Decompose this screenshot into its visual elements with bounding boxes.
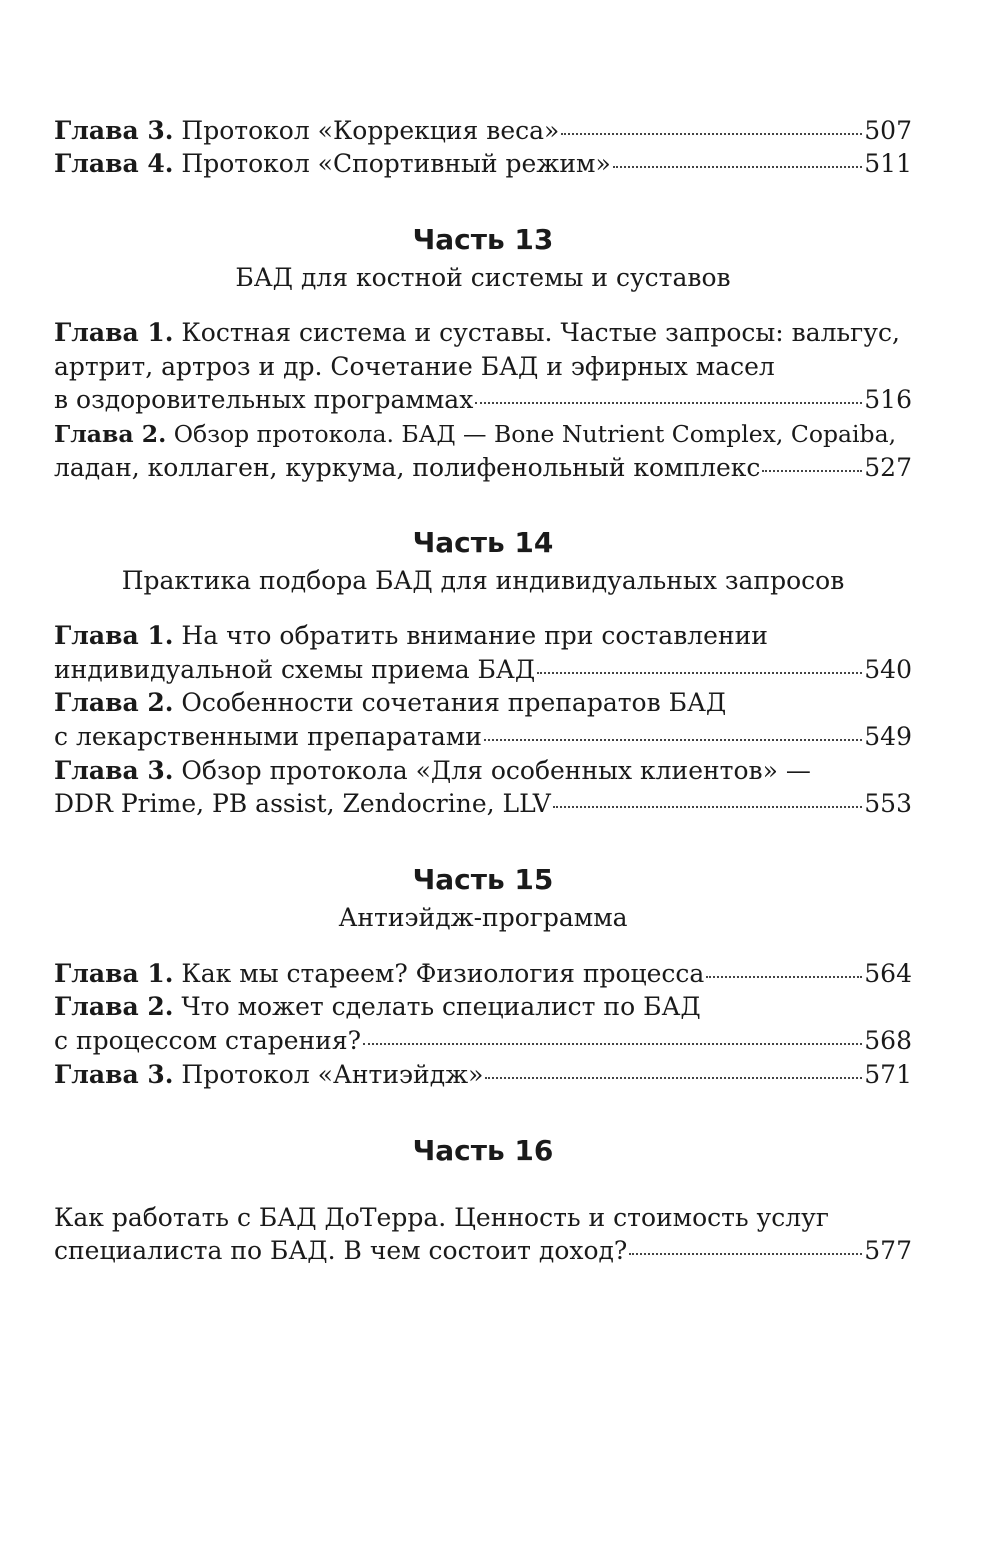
toc-entry-line[interactable] <box>54 417 912 451</box>
chapter-label: Глава 1. <box>54 318 174 347</box>
page-number: 553 <box>864 789 912 818</box>
chapter-title-continued: специалиста по БАД. В чем состоит доход? <box>54 1236 628 1265</box>
page-number: 511 <box>864 149 912 178</box>
toc-entry[interactable] <box>54 114 912 148</box>
page-number: 568 <box>864 1026 912 1055</box>
chapter-title: Обзор протокола. БАД — Bone Nutrient Complex, Copaiba, <box>173 420 897 448</box>
dot-leader <box>561 133 862 135</box>
toc-entry-line <box>54 383 912 417</box>
chapter-title: На что обратить внимание при составлении <box>181 621 768 650</box>
page-number: 527 <box>864 453 912 482</box>
chapter-title-continued: DDR Prime, PB assist, Zendocrine, LLV <box>54 789 551 818</box>
chapter-label: Глава 4. <box>54 149 174 178</box>
dot-leader <box>537 672 862 674</box>
toc-entry[interactable] <box>54 147 912 181</box>
toc-entry-line <box>54 787 912 821</box>
toc-entry-line[interactable] <box>54 619 912 653</box>
dot-leader <box>553 806 862 808</box>
chapter-title-continued: артрит, артроз и др. Сочетание БАД и эфирных масел <box>54 352 775 381</box>
chapter-title: Протокол «Спортивный режим» <box>181 149 611 178</box>
toc-entry-line <box>54 1024 912 1058</box>
dot-leader <box>475 402 862 404</box>
part-subtitle: Антиэйдж-программа <box>338 903 628 932</box>
part-heading: Часть 16 <box>412 1134 554 1167</box>
chapter-title: Особенности сочетания препаратов БАД <box>181 688 727 717</box>
dot-leader <box>363 1043 862 1045</box>
chapter-label: Глава 3. <box>54 756 174 785</box>
toc-entry-line[interactable] <box>54 686 912 720</box>
chapter-title: Протокол «Коррекция веса» <box>181 116 560 145</box>
chapter-title-continued: ладан, коллаген, куркума, полифенольный комплекс <box>54 453 761 482</box>
chapter-label: Глава 2. <box>54 688 174 717</box>
toc-entry[interactable] <box>54 1058 912 1092</box>
dot-leader <box>485 1077 862 1079</box>
chapter-title: Что может сделать специалист по БАД <box>181 992 701 1021</box>
toc-entry-line <box>54 653 912 687</box>
chapter-label: Глава 3. <box>54 116 174 145</box>
chapter-title-continued: в оздоровительных программах <box>54 385 474 414</box>
chapter-title: Протокол «Антиэйдж» <box>181 1060 484 1089</box>
chapter-label: Глава 1. <box>54 959 174 988</box>
page-number: 540 <box>864 655 912 684</box>
chapter-title-continued: с процессом старения? <box>54 1026 362 1055</box>
part-subtitle: БАД для костной системы и суставов <box>235 263 731 292</box>
page-number: 564 <box>864 959 912 988</box>
toc-entry-line <box>54 451 912 485</box>
chapter-title-continued: с лекарственными препаратами <box>54 722 482 751</box>
chapter-label: Глава 2. <box>54 420 167 448</box>
toc-entry-line <box>54 1234 912 1268</box>
toc-entry-line[interactable] <box>54 754 912 788</box>
page-number: 516 <box>864 385 912 414</box>
chapter-title: Как мы стареем? Физиология процесса <box>181 959 705 988</box>
dot-leader <box>613 166 863 168</box>
chapter-title: Обзор протокола «Для особенных клиентов» — <box>181 756 811 785</box>
toc-entry-line <box>54 350 912 384</box>
page-number: 549 <box>864 722 912 751</box>
toc-entry[interactable] <box>54 957 912 991</box>
part-heading: Часть 14 <box>412 526 554 559</box>
dot-leader <box>629 1253 862 1255</box>
chapter-title-continued: индивидуальной схемы приема БАД <box>54 655 536 684</box>
page-number: 577 <box>864 1236 912 1265</box>
part-heading: Часть 13 <box>412 223 554 256</box>
page-number: 571 <box>864 1060 912 1089</box>
dot-leader <box>706 976 862 978</box>
chapter-label: Глава 3. <box>54 1060 174 1089</box>
toc-entry-line[interactable] <box>54 990 912 1024</box>
chapter-title: Как работать с БАД ДоТерра. Ценность и стоимость услуг <box>54 1203 829 1232</box>
chapter-label: Глава 2. <box>54 992 174 1021</box>
dot-leader <box>484 739 862 741</box>
page-number: 507 <box>864 116 912 145</box>
chapter-title: Костная система и суставы. Частые запросы: вальгус, <box>181 318 900 347</box>
part-heading: Часть 15 <box>412 863 554 896</box>
chapter-label: Глава 1. <box>54 621 174 650</box>
part-subtitle: Практика подбора БАД для индивидуальных запросов <box>121 566 845 595</box>
dot-leader <box>762 470 862 472</box>
toc-entry-line[interactable] <box>54 1201 912 1235</box>
toc-entry-line <box>54 720 912 754</box>
toc-entry-line[interactable] <box>54 316 912 350</box>
